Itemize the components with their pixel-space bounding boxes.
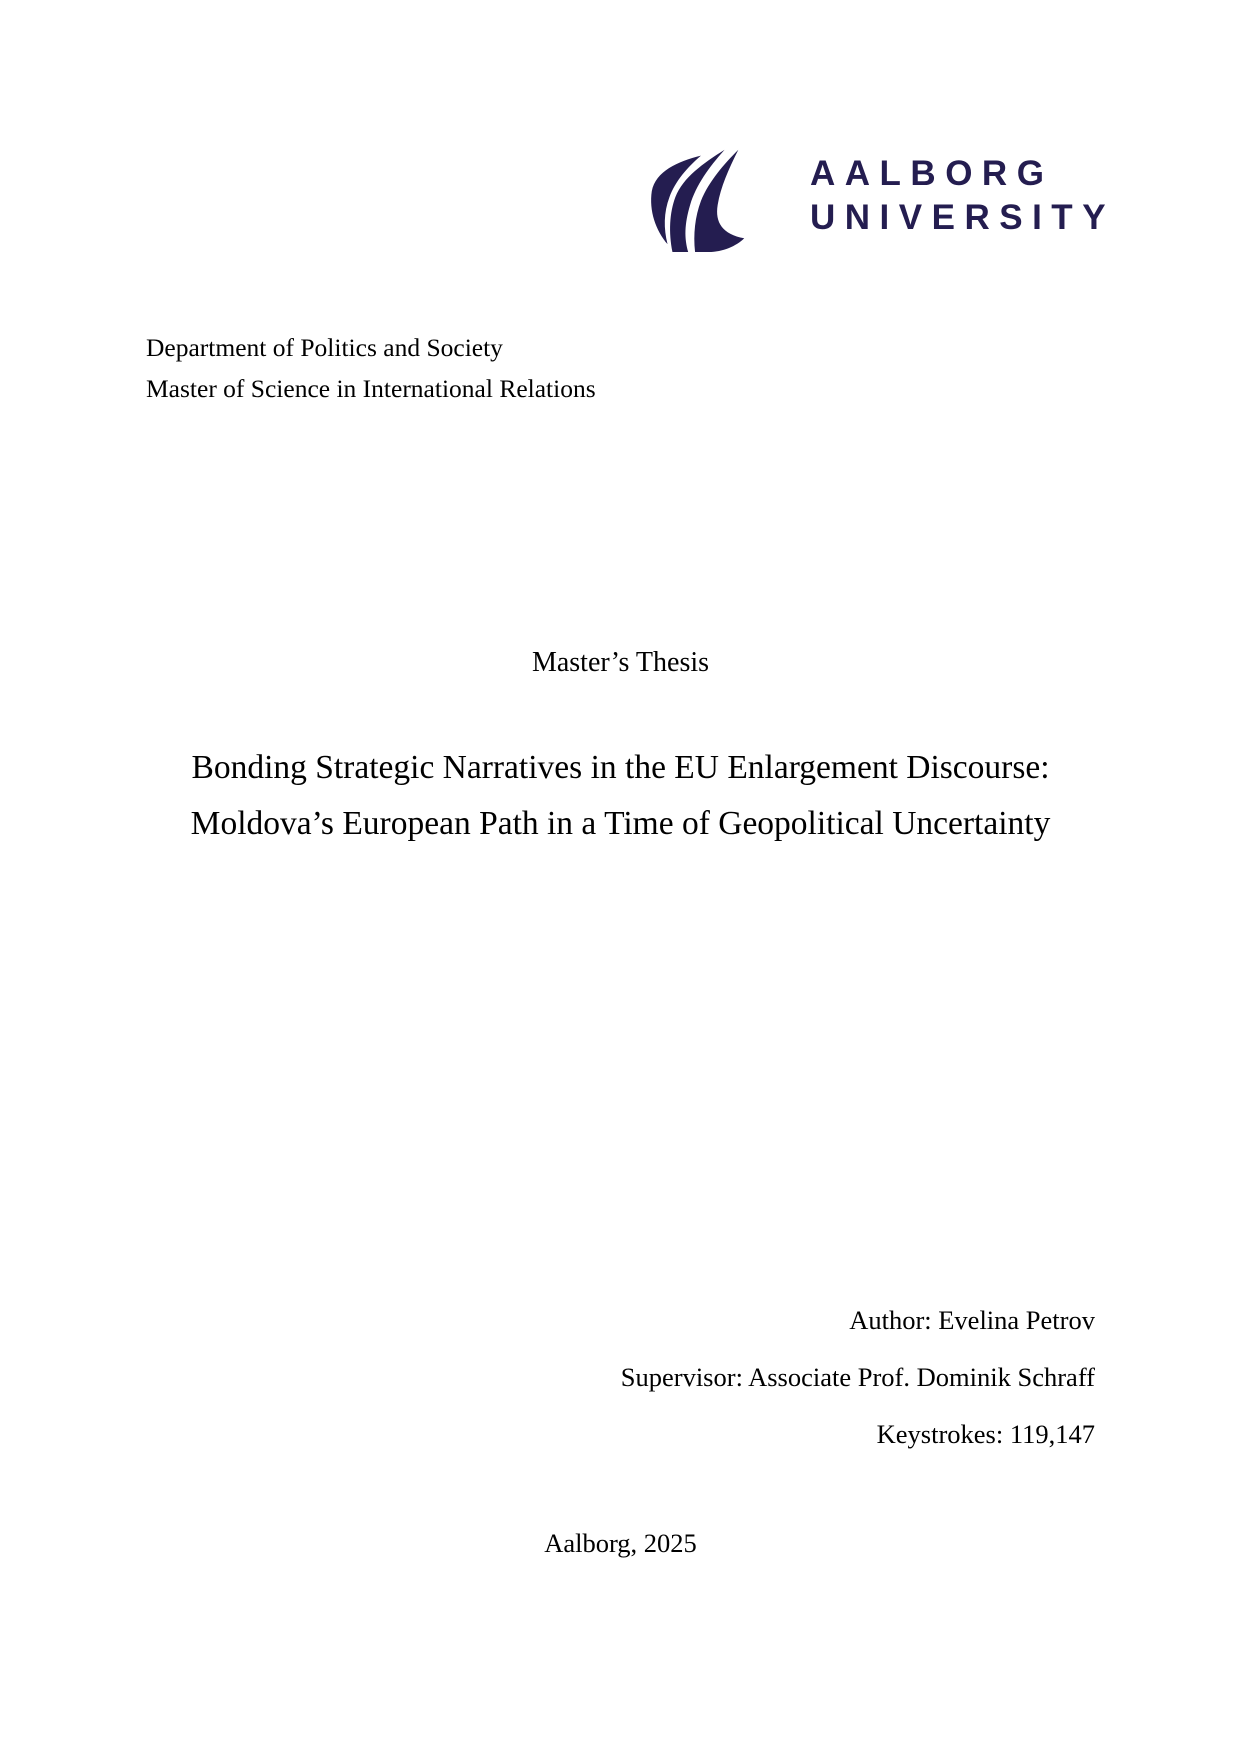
credits-block: [621, 1292, 1095, 1463]
thesis-title-line-2: Moldova’s European Path in a Time of Geopolitical Uncertainty: [190, 805, 1051, 843]
place-and-year: Aalborg, 2025: [544, 1528, 697, 1558]
aalborg-university-wordmark: [810, 153, 1116, 237]
department-block: [146, 327, 596, 410]
thesis-type-label: Master’s Thesis: [531, 647, 710, 678]
department-name: Department of Politics and Society: [146, 333, 503, 362]
aalborg-university-flame-icon: [640, 136, 758, 254]
supervisor-line: Supervisor: Associate Prof. Dominik Schraff: [620, 1361, 1095, 1392]
aalborg-university-logo: [640, 136, 1115, 254]
thesis-title-line-1: Bonding Strategic Narratives in the EU Enlargement Discourse:: [191, 749, 1050, 786]
thesis-title: [120, 740, 1121, 853]
wordmark-line-aalborg: AALBORG: [810, 153, 1054, 193]
keystrokes-line: Keystrokes: 119,147: [876, 1418, 1095, 1449]
author-line: Author: Evelina Petrov: [849, 1305, 1095, 1335]
wordmark-line-university: UNIVERSITY: [810, 197, 1116, 237]
programme-name: Master of Science in International Relations: [146, 374, 596, 404]
